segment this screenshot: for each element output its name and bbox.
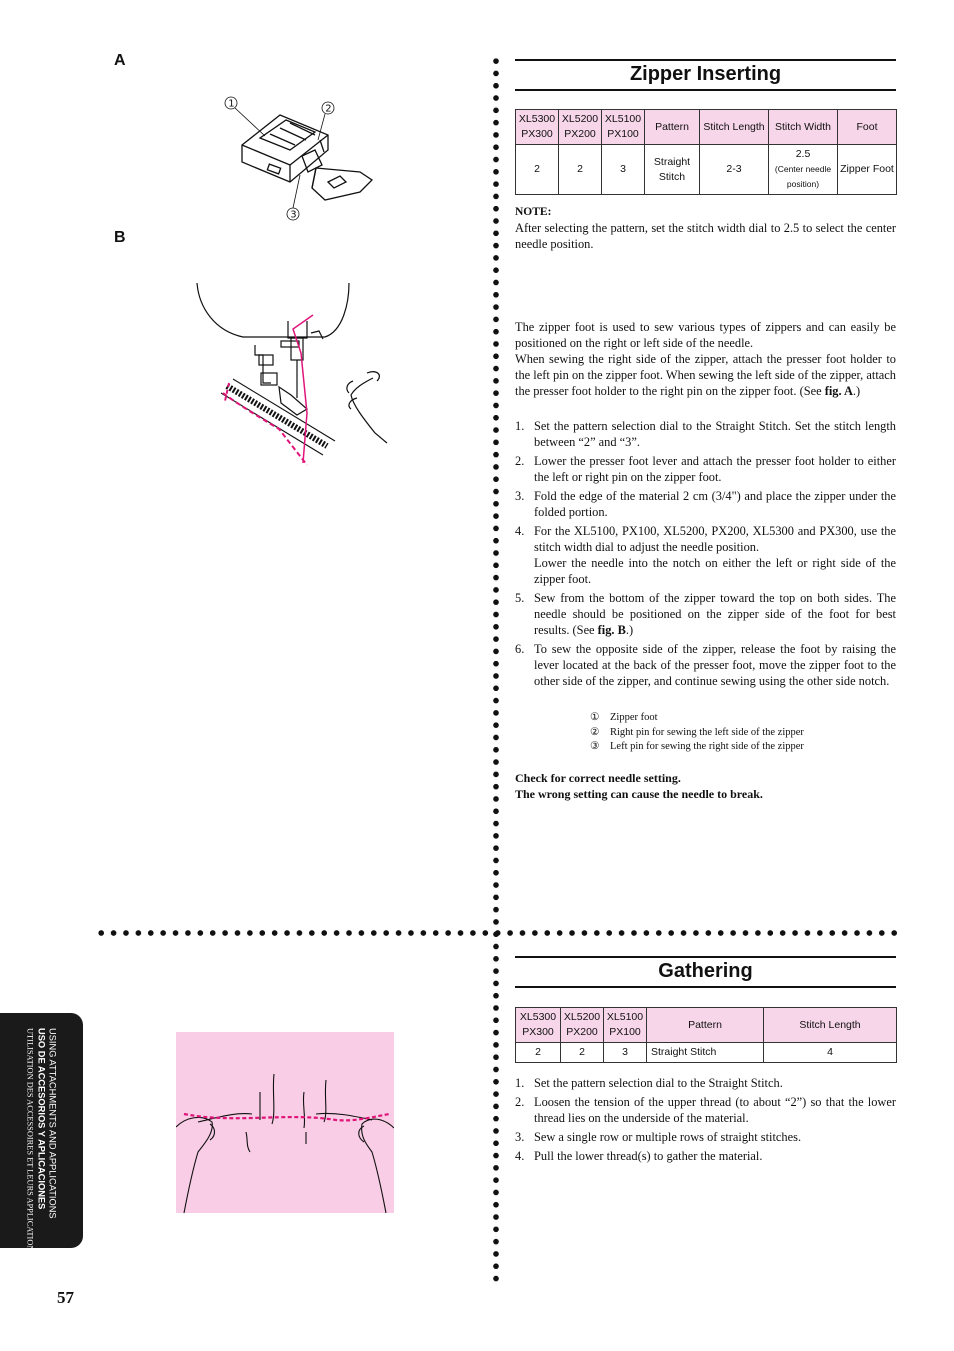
zipper-spec-table <box>515 109 897 195</box>
zipper-intro: The zipper foot is used to sew various types of zippers and can easily be positioned on the right or left side of the needle. <box>515 320 896 350</box>
list-item: 4. For the XL5100, PX100, XL5200, PX200, XL5300 and PX300, use the stitch width dial to adjust the needle position. Lower the needle into the notch on either the left or right side of the zipper foot. <box>515 524 896 586</box>
zipper-header-foot: Foot <box>838 110 897 145</box>
chapter-side-tab <box>0 1013 83 1257</box>
zipper-header-stitch-width: Stitch Width <box>769 110 838 145</box>
vertical-dotted-divider <box>492 55 500 1283</box>
zipper-legend <box>590 711 804 755</box>
zipper-cell: 3 <box>602 145 645 195</box>
list-item: 1. Set the pattern selection dial to the Straight Stitch. <box>515 1076 783 1090</box>
zipper-cell-length: 2-3 <box>700 145 769 195</box>
gathering-cell-pattern: Straight Stitch <box>647 1043 764 1063</box>
chapter-title-es: USO DE ACCESORIOS Y APLICACIONES <box>36 1028 47 1210</box>
zipper-header-model-3: XL5100 PX100 <box>602 110 645 145</box>
zipper-cell-pattern: Straight Stitch <box>645 145 700 195</box>
legend-item: ① Zipper foot <box>590 712 658 723</box>
zipper-cell: 2 <box>516 145 559 195</box>
chapter-title-fr: UTILISATION DES ACCESSOIRES ET LEURS APPLICATIONS <box>25 1028 35 1257</box>
gathering-section-title: Gathering <box>515 956 896 988</box>
zipper-section-title: Zipper Inserting <box>515 59 896 91</box>
list-item: 3. Sew a single row or multiple rows of straight stitches. <box>515 1130 802 1144</box>
figure-a-label: A <box>114 52 126 69</box>
zipper-intro-2: When sewing the right side of the zipper, attach the presser foot holder to the left pin on the zipper foot. When sewing the left side of the zipper, attach the presser foot holder to the right pin on the zipper foot. (See fig. A.) <box>515 352 896 398</box>
zipper-header-pattern: Pattern <box>645 110 700 145</box>
list-item: 3. Fold the edge of the material 2 cm (3/4") and place the zipper under the folded portion. <box>515 489 896 519</box>
gathering-illustration <box>176 1032 394 1213</box>
chapter-title-en: USING ATTACHMENTS AND APPLICATIONS <box>47 1028 58 1219</box>
page-number: 57 <box>57 1288 74 1307</box>
gathering-cell: 2 <box>561 1043 604 1063</box>
gathering-cell: 3 <box>604 1043 647 1063</box>
list-item: 2. Loosen the tension of the upper thread (to about “2”) so that the lower thread lies on the underside of the material. <box>515 1095 896 1125</box>
list-item: 6. To sew the opposite side of the zipper, release the foot by raising the lever located at the back of the presser foot, move the zipper foot to the other side of the zipper, and continue sewing using the other side notch. <box>515 642 896 688</box>
list-item: 2. Lower the presser foot lever and attach the presser foot holder to either the left or right pin on the zipper foot. <box>515 454 896 484</box>
gathering-header-pattern: Pattern <box>647 1008 764 1043</box>
zipper-note-text: After selecting the pattern, set the stitch width dial to 2.5 to select the center needle position. <box>515 221 896 251</box>
gathering-header-model-2: XL5200 PX200 <box>561 1008 604 1043</box>
gathering-header-stitch-length: Stitch Length <box>764 1008 897 1043</box>
legend-item: ② Right pin for sewing the left side of the zipper <box>590 726 804 738</box>
gathering-header-model-3: XL5100 PX100 <box>604 1008 647 1043</box>
zipper-header-model-2: XL5200 PX200 <box>559 110 602 145</box>
zipper-cell: 2 <box>559 145 602 195</box>
legend-item: ③ Left pin for sewing the right side of the zipper <box>590 741 804 752</box>
zipper-note-heading: NOTE: <box>515 206 552 218</box>
horizontal-dotted-divider <box>95 929 900 937</box>
zipper-cell-width: 2.5 (Center needle position) <box>769 145 838 195</box>
zipper-header-model-1: XL5300 PX300 <box>516 110 559 145</box>
gathering-header-model-1: XL5300 PX300 <box>516 1008 561 1043</box>
zipper-steps <box>515 418 896 692</box>
chapter-side-text <box>25 1028 58 1258</box>
callout-2: 2 <box>325 103 332 115</box>
callout-3: 3 <box>290 209 297 221</box>
gathering-cell-length: 4 <box>764 1043 897 1063</box>
zipper-header-stitch-length: Stitch Length <box>700 110 769 145</box>
callout-1: 1 <box>228 98 235 110</box>
caution-line-1: Check for correct needle setting. <box>515 771 681 785</box>
gathering-steps <box>515 1075 896 1167</box>
caution-line-2: The wrong setting can cause the needle to break. <box>515 787 763 801</box>
gathering-spec-table <box>515 1007 897 1063</box>
list-item: 4. Pull the lower thread(s) to gather the material. <box>515 1149 763 1163</box>
zipper-cell-foot: Zipper Foot <box>838 145 897 195</box>
sewing-machine-illustration <box>195 283 395 468</box>
list-item: 1. Set the pattern selection dial to the Straight Stitch. Set the stitch length between “2” and “3”. <box>515 419 896 449</box>
figure-b-label: B <box>114 229 126 246</box>
list-item: 5. Sew from the bottom of the zipper toward the top on both sides. The needle should be positioned on the zipper side of the foot for best results. (See fig. B.) <box>515 591 896 637</box>
zipper-foot-illustration <box>220 90 380 225</box>
gathering-cell: 2 <box>516 1043 561 1063</box>
